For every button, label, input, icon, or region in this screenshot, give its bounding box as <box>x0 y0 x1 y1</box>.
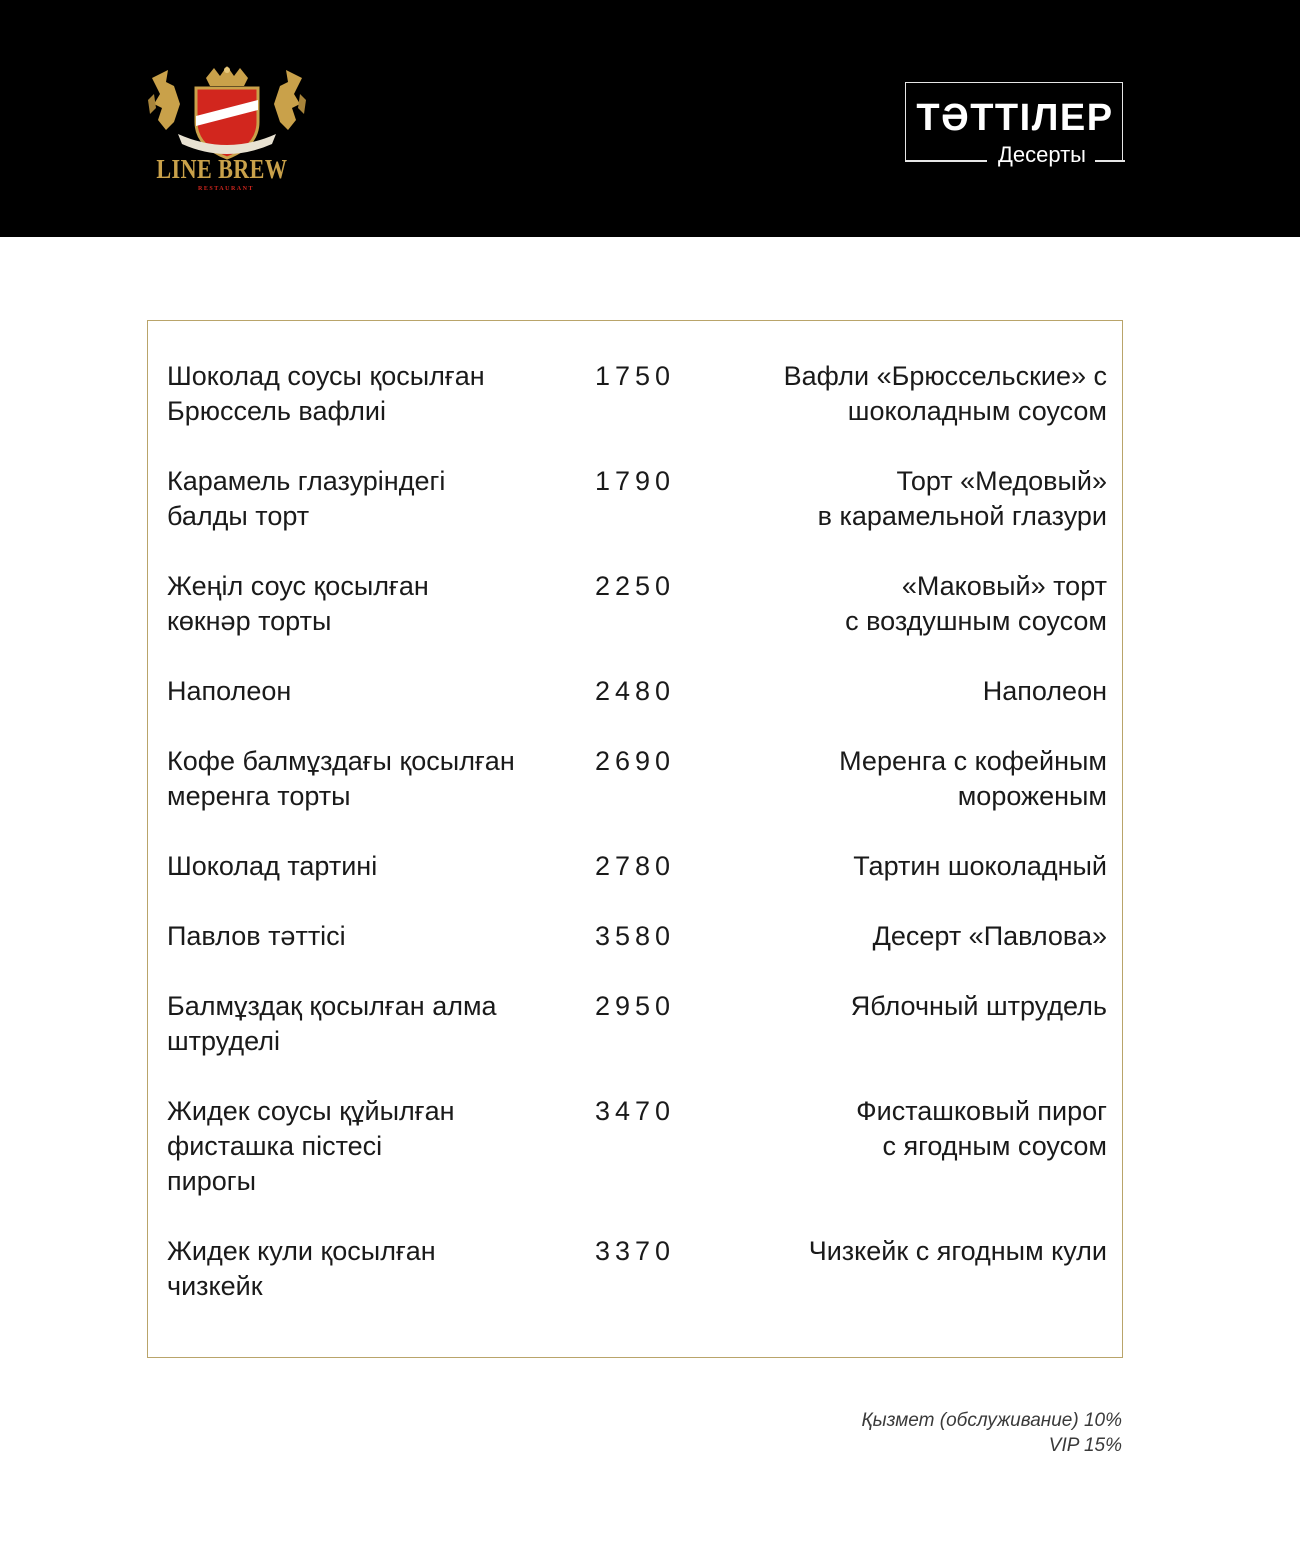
dish-name-kazakh <box>167 1234 587 1304</box>
dish-name-kazakh-line: меренга торты <box>167 781 351 811</box>
dish-name-russian <box>687 1094 1107 1164</box>
dish-name-russian <box>687 464 1107 534</box>
service-note <box>780 1408 1122 1458</box>
service-charge: Қызмет (обслуживание) 10% <box>861 1410 1122 1431</box>
dish-name-kazakh-line: Шоколад соусы қосылған <box>167 361 485 391</box>
dish-name-kazakh <box>167 919 587 954</box>
dish-name-kazakh <box>167 569 587 639</box>
dish-price: 3370 <box>595 1236 676 1266</box>
dish-price: 1750 <box>595 361 676 391</box>
dish-name-russian-line: в карамельной глазури <box>817 501 1107 531</box>
dish-name-russian-line: Вафли «Брюссельские» с <box>783 361 1107 391</box>
section-title: ТӘТТІЛЕР <box>916 97 1114 139</box>
dish-name-russian <box>687 359 1107 429</box>
dish-name-russian-line: Яблочный штрудель <box>850 991 1107 1021</box>
dish-name-kazakh-line: Жидек кули қосылған <box>167 1236 436 1266</box>
dish-name-russian <box>687 569 1107 639</box>
dish-name-russian-line: Наполеон <box>982 676 1107 706</box>
dish-name-russian-line: Десерт «Павлова» <box>872 921 1107 951</box>
dish-price: 3580 <box>595 921 676 951</box>
dish-name-russian-line: Меренга с кофейным <box>839 746 1107 776</box>
dish-name-kazakh <box>167 989 587 1059</box>
crest-icon <box>144 64 310 164</box>
dish-name-kazakh <box>167 674 587 709</box>
dish-name-russian-line: Чизкейк с ягодным кули <box>808 1236 1107 1266</box>
dish-price: 2950 <box>595 991 676 1021</box>
dish-name-kazakh-line: Кофе балмұздағы қосылған <box>167 746 515 776</box>
divider <box>905 160 987 162</box>
dish-name-kazakh-line: фисташка пістесі <box>167 1131 383 1161</box>
dish-price: 1790 <box>595 466 676 496</box>
dish-name-kazakh <box>167 359 587 429</box>
dish-name-kazakh-line: Наполеон <box>167 676 292 706</box>
dish-price: 2780 <box>595 851 676 881</box>
dish-name-kazakh-line: Павлов тәттісі <box>167 921 346 951</box>
dish-name-kazakh-line: пирогы <box>167 1166 256 1196</box>
brand-subtitle: RESTAURANT <box>198 186 254 192</box>
dish-name-kazakh <box>167 744 587 814</box>
dish-name-kazakh <box>167 464 587 534</box>
dish-name-kazakh-line: Шоколад тартині <box>167 851 378 881</box>
section-subtitle-row <box>905 141 1125 165</box>
dish-name-russian-line: Тартин шоколадный <box>853 851 1107 881</box>
dish-name-russian-line: «Маковый» торт <box>901 571 1107 601</box>
dish-name-russian <box>687 989 1107 1024</box>
divider <box>1095 160 1125 162</box>
dish-name-russian-line: шоколадным соусом <box>847 396 1107 426</box>
dish-name-kazakh-line: Жидек соусы құйылған <box>167 1096 455 1126</box>
restaurant-logo <box>144 64 310 198</box>
dish-name-russian <box>687 919 1107 954</box>
dish-name-russian-line: с ягодным соусом <box>882 1131 1107 1161</box>
dish-name-russian-line: с воздушным соусом <box>845 606 1107 636</box>
dish-price: 2690 <box>595 746 676 776</box>
dish-name-russian-line: Торт «Медовый» <box>896 466 1107 496</box>
dish-price: 2480 <box>595 676 676 706</box>
dish-name-russian <box>687 849 1107 884</box>
dish-name-kazakh-line: Жеңіл соус қосылған <box>167 571 429 601</box>
dish-name-russian-line: Фисташковый пирог <box>856 1096 1107 1126</box>
vip-charge: VIP 15% <box>1048 1435 1122 1456</box>
dish-name-kazakh-line: балды торт <box>167 501 310 531</box>
dish-name-kazakh-line: көкнәр торты <box>167 606 332 636</box>
dish-name-kazakh <box>167 849 587 884</box>
dish-name-russian-line: мороженым <box>957 781 1107 811</box>
dish-price: 3470 <box>595 1096 676 1126</box>
dish-name-kazakh-line: Карамель глазуріндегі <box>167 466 446 496</box>
dish-name-kazakh-line: Брюссель вафлиі <box>167 396 386 426</box>
menu-frame <box>147 320 1123 1358</box>
dish-name-russian <box>687 674 1107 709</box>
dish-name-kazakh-line: чизкейк <box>167 1271 263 1301</box>
header-bar <box>0 0 1300 237</box>
dish-name-kazakh <box>167 1094 587 1199</box>
dish-name-russian <box>687 744 1107 814</box>
dish-price: 2250 <box>595 571 676 601</box>
dish-name-kazakh-line: штруделі <box>167 1026 280 1056</box>
dish-name-kazakh-line: Балмұздақ қосылған алма <box>167 991 497 1021</box>
section-subtitle: Десерты <box>997 142 1086 167</box>
dish-name-russian <box>687 1234 1107 1269</box>
brand-name: LINE BREW <box>156 154 288 184</box>
